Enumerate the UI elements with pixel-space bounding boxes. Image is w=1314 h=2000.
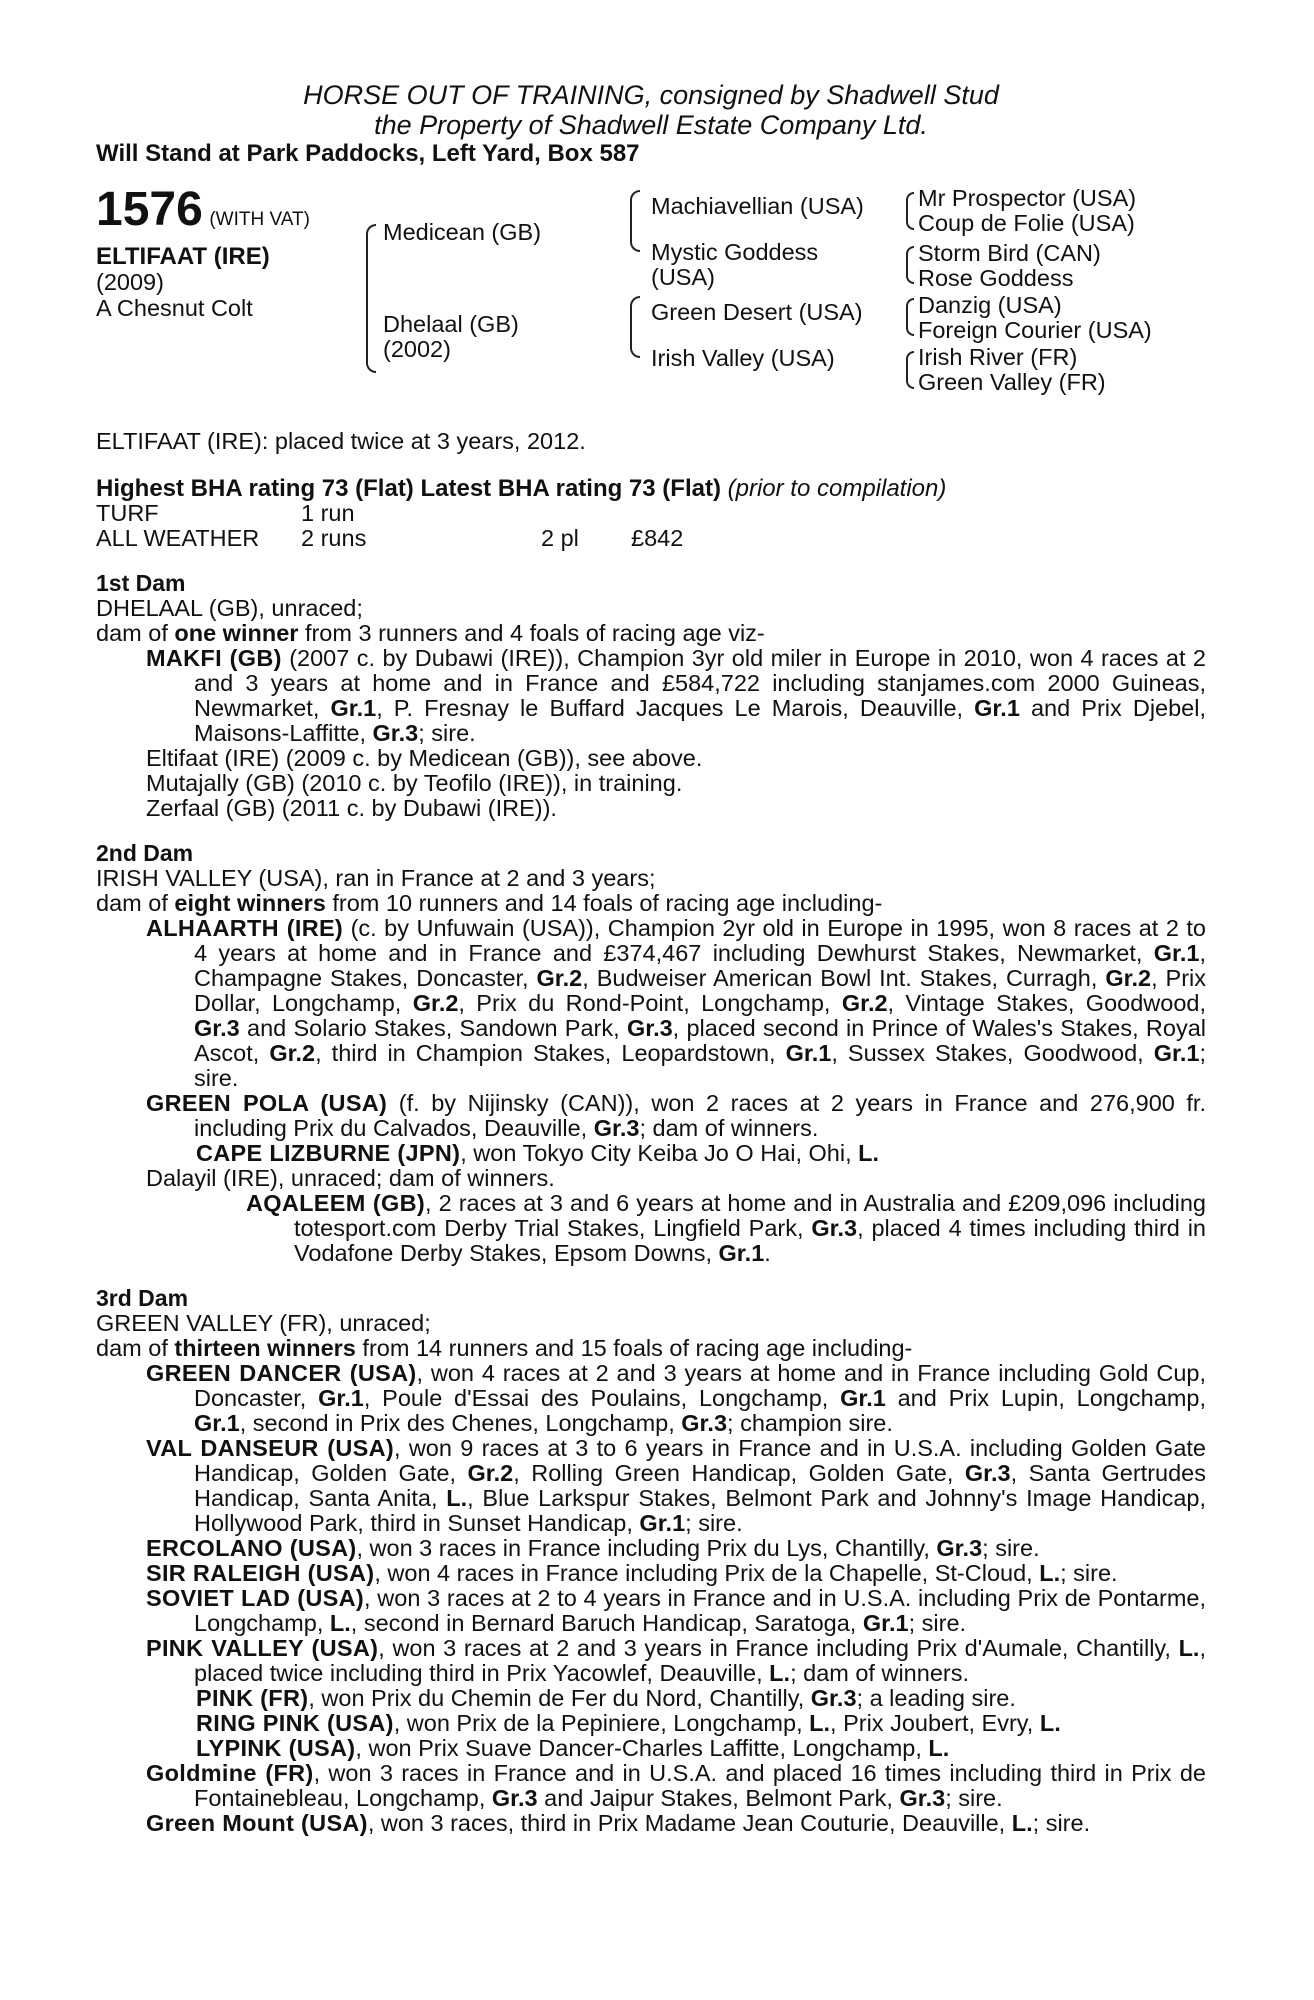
sire-dam: Mystic Goddess	[651, 239, 819, 265]
brace-ss	[906, 192, 914, 230]
eltifaat-entry: Eltifaat (IRE) (2009 c. by Medicean (GB)), see above.	[146, 745, 703, 771]
soviet-lad-entry: SOVIET LAD (USA), won 3 races at 2 to 4 years in France and in U.S.A. including Prix de Pontarme, Longchamp, L., second in Bernard Baruch Handicap, Saratoga, Gr.1; sire.	[146, 1585, 1207, 1636]
brace-ds	[906, 298, 914, 336]
second-dam-produce: dam of eight winners from 10 runners and 14 foals of racing age including-	[96, 890, 883, 916]
pink-valley-entry: PINK VALLEY (USA), won 3 races at 2 and 3 years in France including Prix d'Aumale, Chantilly, L., placed twice including third in Prix Yacowlef, Deauville, L.; dam of winners.	[146, 1635, 1206, 1686]
vat-note: (WITH VAT)	[209, 209, 310, 230]
lypink-entry: LYPINK (USA), won Prix Suave Dancer-Charles Laffitte, Longchamp, L.	[196, 1735, 950, 1761]
turf-label: TURF	[96, 500, 159, 526]
sire-dam-sire: Storm Bird (CAN)	[918, 240, 1101, 266]
run-record	[96, 501, 1206, 551]
makfi-entry: MAKFI (GB) (2007 c. by Dubawi (IRE)), Champion 3yr old miler in Europe in 2010, won 4 races at 2 and 3 years at home and in France and £584,722 including stanjames.com 2000 Guineas, Newmarket, Gr.1, P. Fresnay le Buffard Jacques Le Marois, Deauville, Gr.1 and Prix Djebel, Maisons-Laffitte, Gr.3; sire.	[146, 645, 1206, 746]
sire-dam-dam: Rose Goddess	[918, 265, 1074, 291]
sire-sire-sire: Mr Prospector (USA)	[918, 185, 1137, 211]
green-pola-entry: GREEN POLA (USA) (f. by Nijinsky (CAN)), won 2 races at 2 years in France and 276,900 fr. including Prix du Calvados, Deauville, Gr.3; dam of winners.	[146, 1090, 1206, 1141]
val-danseur-entry: VAL DANSEUR (USA), won 9 races at 3 to 6 years in France and in U.S.A. including Golden Gate Handicap, Golden Gate, Gr.2, Rolling Green Handicap, Golden Gate, Gr.3, Santa Gertrudes Handicap, Santa Anita, L., Blue Larkspur Stakes, Belmont Park and Johnny's Image Handicap, Hollywood Park, third in Sunset Handicap, Gr.1; sire.	[146, 1435, 1206, 1536]
sire-sire: Machiavellian (USA)	[651, 193, 864, 219]
consignor-line: HORSE OUT OF TRAINING, consigned by Shadwell Stud	[303, 80, 999, 110]
brace-sd	[906, 246, 914, 284]
aw-placed: 2 pl	[541, 525, 579, 551]
property-line: the Property of Shadwell Estate Company Ltd.	[374, 110, 928, 140]
dalayil-entry: Dalayil (IRE), unraced; dam of winners.	[146, 1165, 555, 1191]
dam-dam-sire: Irish River (FR)	[918, 344, 1078, 370]
aw-label: ALL WEATHER	[96, 525, 260, 551]
aw-prize: £842	[631, 525, 684, 551]
dam-year: (2002)	[383, 336, 451, 362]
foaled-year: (2009)	[96, 269, 164, 295]
sire: Medicean (GB)	[383, 219, 542, 245]
rating-text: Highest BHA rating 73 (Flat) Latest BHA rating 73 (Flat)	[96, 475, 721, 502]
cape-lizburne-entry: CAPE LIZBURNE (JPN), won Tokyo City Keiba Jo O Hai, Ohi, L.	[196, 1140, 880, 1166]
dam-dam-dam: Green Valley (FR)	[918, 369, 1106, 395]
horse-description: A Chesnut Colt	[96, 295, 253, 321]
ring-pink-entry: RING PINK (USA), won Prix de la Pepiniere, Longchamp, L., Prix Joubert, Evry, L.	[196, 1710, 1061, 1736]
green-mount-entry: Green Mount (USA), won 3 races, third in Prix Madame Jean Couturie, Deauville, L.; sire.	[146, 1810, 1091, 1836]
sire-dam-country: (USA)	[651, 264, 715, 290]
dam-sire-dam: Foreign Courier (USA)	[918, 317, 1152, 343]
ercolano-entry: ERCOLANO (USA), won 3 races in France including Prix du Lys, Chantilly, Gr.3; sire.	[146, 1535, 1040, 1561]
turf-runs: 1 run	[301, 500, 355, 526]
alhaarth-entry: ALHAARTH (IRE) (c. by Unfuwain (USA)), Champion 2yr old in Europe in 1995, won 8 races at 2 to 4 years at home and in France and £374,467 including Dewhurst Stakes, Newmarket, Gr.1, Champagne Stakes, Doncaster, Gr.2, Budweiser American Bowl Int. Stakes, Curragh, Gr.2, Prix Dollar, Longchamp, Gr.2, Prix du Rond-Point, Longchamp, Gr.2, Vintage Stakes, Goodwood, Gr.3 and Solario Stakes, Sandown Park, Gr.3, placed second in Prince of Wales's Stakes, Royal Ascot, Gr.2, third in Champion Stakes, Leopardstown, Gr.1, Sussex Stakes, Goodwood, Gr.1; sire.	[146, 915, 1207, 1091]
first-dam-line: DHELAAL (GB), unraced;	[96, 595, 363, 621]
aqaleem-entry: AQALEEM (GB), 2 races at 3 and 6 years at home and in Australia and £209,096 including totesport.com Derby Trial Stakes, Lingfield Park, Gr.3, placed 4 times including third in Vodafone Derby Stakes, Epsom Downs, Gr.1.	[246, 1190, 1207, 1266]
goldmine-entry: Goldmine (FR), won 3 races in France and in U.S.A. and placed 16 times including third in Prix de Fontainebleau, Longchamp, Gr.3 and Jaipur Stakes, Belmont Park, Gr.3; sire.	[146, 1760, 1206, 1811]
pedigree-block	[96, 183, 1206, 411]
aw-runs: 2 runs	[301, 525, 367, 551]
sir-raleigh-entry: SIR RALEIGH (USA), won 4 races in France including Prix de la Chapelle, St-Cloud, L.; sire.	[146, 1560, 1118, 1586]
horse-name: ELTIFAAT (IRE)	[96, 243, 270, 270]
mutajally-entry: Mutajally (GB) (2010 c. by Teofilo (IRE)), in training.	[146, 770, 683, 796]
third-dam-line: GREEN VALLEY (FR), unraced;	[96, 1310, 431, 1336]
lot-number: 1576	[96, 183, 203, 236]
first-dam-produce: dam of one winner from 3 runners and 4 foals of racing age viz-	[96, 620, 765, 646]
dam-sire-sire: Danzig (USA)	[918, 292, 1062, 318]
brace-gen1	[366, 224, 376, 373]
catalogue-page	[96, 80, 1206, 1836]
dam-sire: Green Desert (USA)	[651, 299, 863, 325]
dam: Dhelaal (GB)	[383, 311, 519, 337]
first-dam-heading: 1st Dam	[96, 570, 186, 596]
bha-rating	[96, 476, 1206, 501]
pink-entry: PINK (FR), won Prix du Chemin de Fer du Nord, Chantilly, Gr.3; a leading sire.	[196, 1685, 1016, 1711]
dam-dam: Irish Valley (USA)	[651, 345, 835, 371]
brace-dd	[906, 351, 914, 389]
second-dam-line: IRISH VALLEY (USA), ran in France at 2 and 3 years;	[96, 865, 656, 891]
racing-summary: ELTIFAAT (IRE): placed twice at 3 years, 2012.	[96, 428, 586, 454]
brace-dam	[630, 296, 640, 358]
second-dam-heading: 2nd Dam	[96, 840, 194, 866]
green-dancer-entry: GREEN DANCER (USA), won 4 races at 2 and 3 years at home and in France including Gold Cup, Doncaster, Gr.1, Poule d'Essai des Poulains, Longchamp, Gr.1 and Prix Lupin, Longchamp, Gr.1, second in Prix des Chenes, Longchamp, Gr.3; champion sire.	[146, 1360, 1206, 1436]
third-dam-heading: 3rd Dam	[96, 1285, 189, 1311]
zerfaal-entry: Zerfaal (GB) (2011 c. by Dubawi (IRE)).	[146, 795, 557, 821]
brace-sire	[630, 190, 640, 252]
third-dam-produce: dam of thirteen winners from 14 runners and 15 foals of racing age including-	[96, 1335, 913, 1361]
stand-location: Will Stand at Park Paddocks, Left Yard, Box 587	[96, 140, 640, 167]
sire-sire-dam: Coup de Folie (USA)	[918, 210, 1135, 236]
rating-note: (prior to compilation)	[727, 475, 947, 502]
